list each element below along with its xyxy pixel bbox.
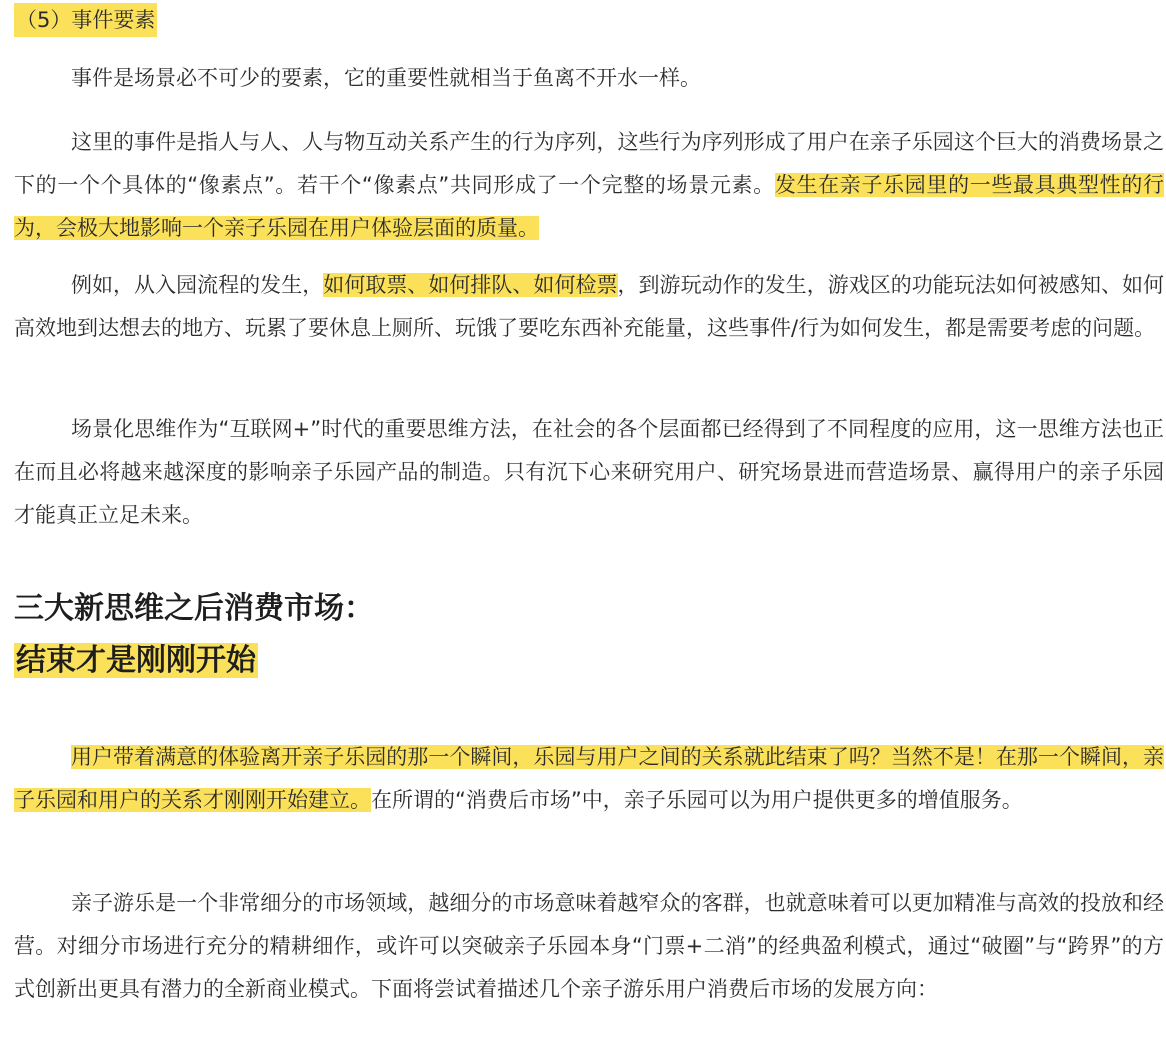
paragraph-text: 亲子游乐是一个非常细分的市场领域，越细分的市场意味着越窄众的客群，也就意味着可以更加精准与高效的投放和经营。对细分市场进行充分的精耕细作，或许可以突破亲子乐园本身“门票+二消”的经典盈利模式，通过“破圈”与“跨界”的方式创新出更具有潜力的全新商业模式。下面将尝试着描述几个亲子游乐用户消费后市场的发展方向： xyxy=(14,891,1164,1001)
section-heading-line-1: 三大新思维之后消费市场： xyxy=(14,591,374,626)
paragraph-text: 事件是场景必不可少的要素，它的重要性就相当于鱼离不开水一样。 xyxy=(71,66,701,90)
highlighted-heading: 结束才是刚刚开始 xyxy=(16,643,256,678)
paragraph-scene-thinking xyxy=(14,408,1164,537)
paragraph-after-market xyxy=(14,736,1164,822)
highlighted-text: 发生在亲子乐园里的一些最具典型性的行为，会极大地影响一个亲子乐园在用户体验层面的质量。 xyxy=(14,173,1164,240)
paragraph-event-examples xyxy=(14,264,1164,350)
paragraph-text: 场景化思维作为“互联网+”时代的重要思维方法，在社会的各个层面都已经得到了不同程度的应用，这一思维方法也正在而且必将越来越深度的影响亲子乐园产品的制造。只有沉下心来研究用户、研究场景进而营造场景、赢得用户的亲子乐园才能真正立足未来。 xyxy=(14,417,1164,527)
paragraph-text: 例如，从入园流程的发生， xyxy=(71,273,324,297)
paragraph-event-definition xyxy=(14,121,1164,250)
section-heading-line-2 xyxy=(14,638,258,684)
paragraph-text: 这里的事件是指人与人、人与物互动关系产生的行为序列，这些行为序列形成了用户在亲子乐园这个巨大的消费场景之下的一个个具体的“像素点”。若干个“像素点”共同形成了一个完整的场景元素。 xyxy=(14,130,1164,197)
section-label: （5）事件要素 xyxy=(14,3,157,37)
highlighted-text: 如何取票、如何排队、如何检票 xyxy=(323,273,618,297)
paragraph-niche-market xyxy=(14,882,1164,1011)
highlighted-text: 用户带着满意的体验离开亲子乐园的那一个瞬间，乐园与用户之间的关系就此结束了吗？当然不是！在那一个瞬间，亲子乐园和用户的关系才刚刚开始建立。 xyxy=(14,745,1164,812)
paragraph-event-importance xyxy=(14,57,1164,100)
paragraph-text: 在所谓的“消费后市场”中，亲子乐园可以为用户提供更多的增值服务。 xyxy=(371,788,1023,812)
paragraph-text: ，到游玩动作的发生，游戏区的功能玩法如何被感知、如何高效地到达想去的地方、玩累了要休息上厕所、玩饿了要吃东西补充能量，这些事件/行为如何发生，都是需要考虑的问题。 xyxy=(14,273,1165,340)
